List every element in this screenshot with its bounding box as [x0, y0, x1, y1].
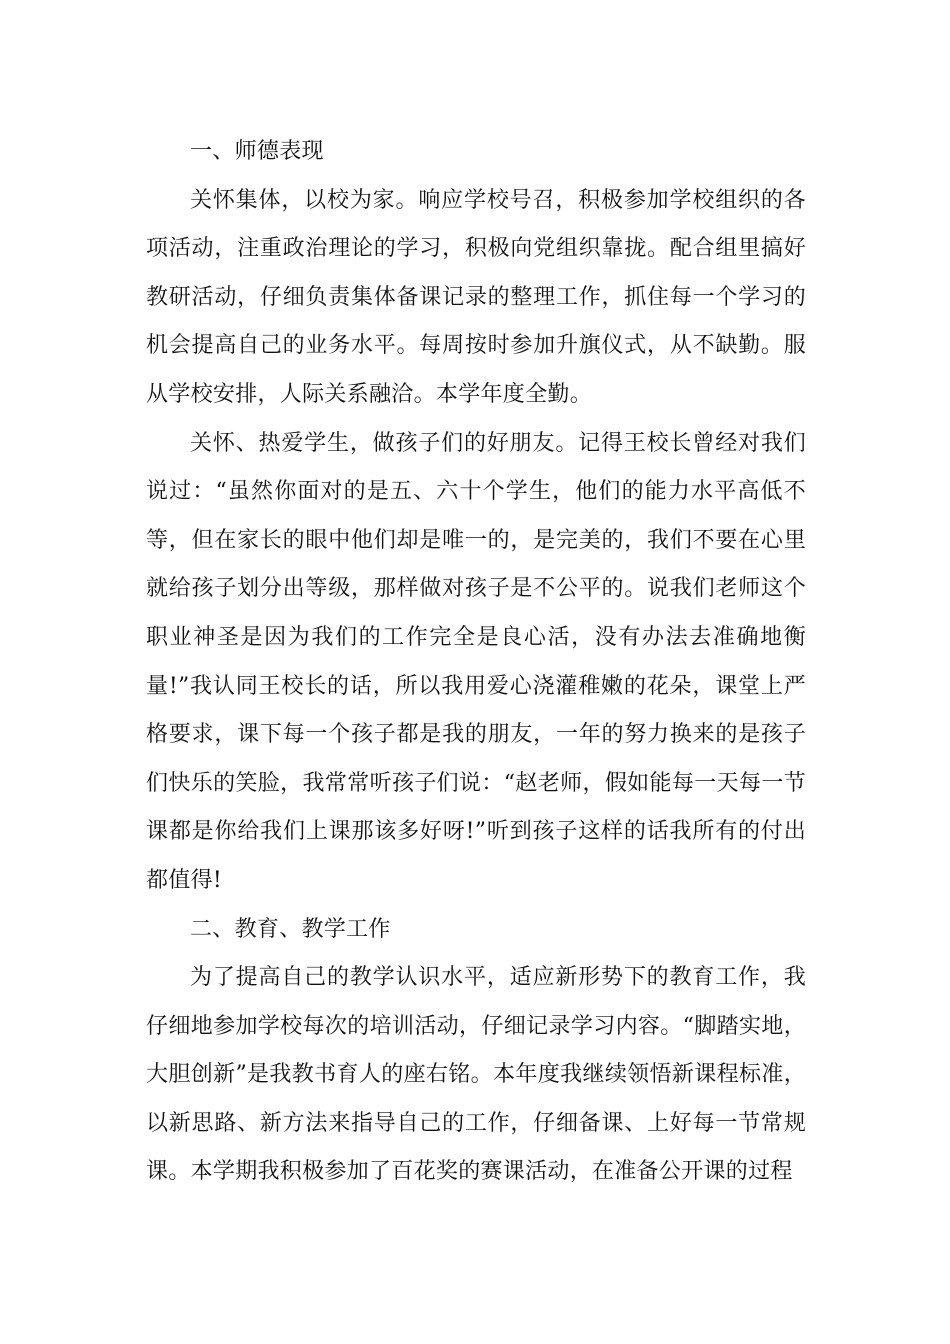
document-body	[146, 128, 806, 1197]
paragraph-caring-collective: 关怀集体，以校为家。响应学校号召，积极参加学校组织的各项活动，注重政治理论的学习，积极向党组织靠拢。配合组里搞好教研活动，仔细负责集体备课记录的整理工作，抓住每一个学习的机会提高自己的业务水平。每周按时参加升旗仪式，从不缺勤。服从学校安排，人际关系融洽。本学年度全勤。	[146, 187, 806, 407]
section-heading-education-teaching: 二、教育、教学工作	[190, 916, 391, 942]
paragraph-caring-students: 关怀、热爱学生，做孩子们的好朋友。记得王校长曾经对我们说过：“虽然你面对的是五、六十个学生，他们的能力水平高低不等，但在家长的眼中他们却是唯一的，是完美的，我们不要在心里就给孩子划分出等级，那样做对孩子是不公平的。说我们老师这个职业神圣是因为我们的工作完全是良心活，没有办法去准确地衡量!”我认同王校长的话，所以我用爱心浇灌稚嫩的花朵，课堂上严格要求，课下每一个孩子都是我的朋友，一年的努力换来的是孩子们快乐的笑脸，我常常听孩子们说：“赵老师，假如能每一天每一节课都是你给我们上课那该多好呀!”听到孩子这样的话我所有的付出都值得!	[146, 430, 806, 893]
section-heading-teacher-ethics: 一、师德表现	[190, 139, 324, 164]
paragraph-teaching-work: 为了提高自己的教学认识水平，适应新形势下的教育工作，我仔细地参加学校每次的培训活动，仔细记录学习内容。“脚踏实地，大胆创新”是我教书育人的座右铭。本年度我继续领悟新课程标准，以新思路、新方法来指导自己的工作，仔细备课、上好每一节常规课。本学期我积极参加了百花奖的赛课活动，在准备公开课的过程	[146, 965, 806, 1185]
